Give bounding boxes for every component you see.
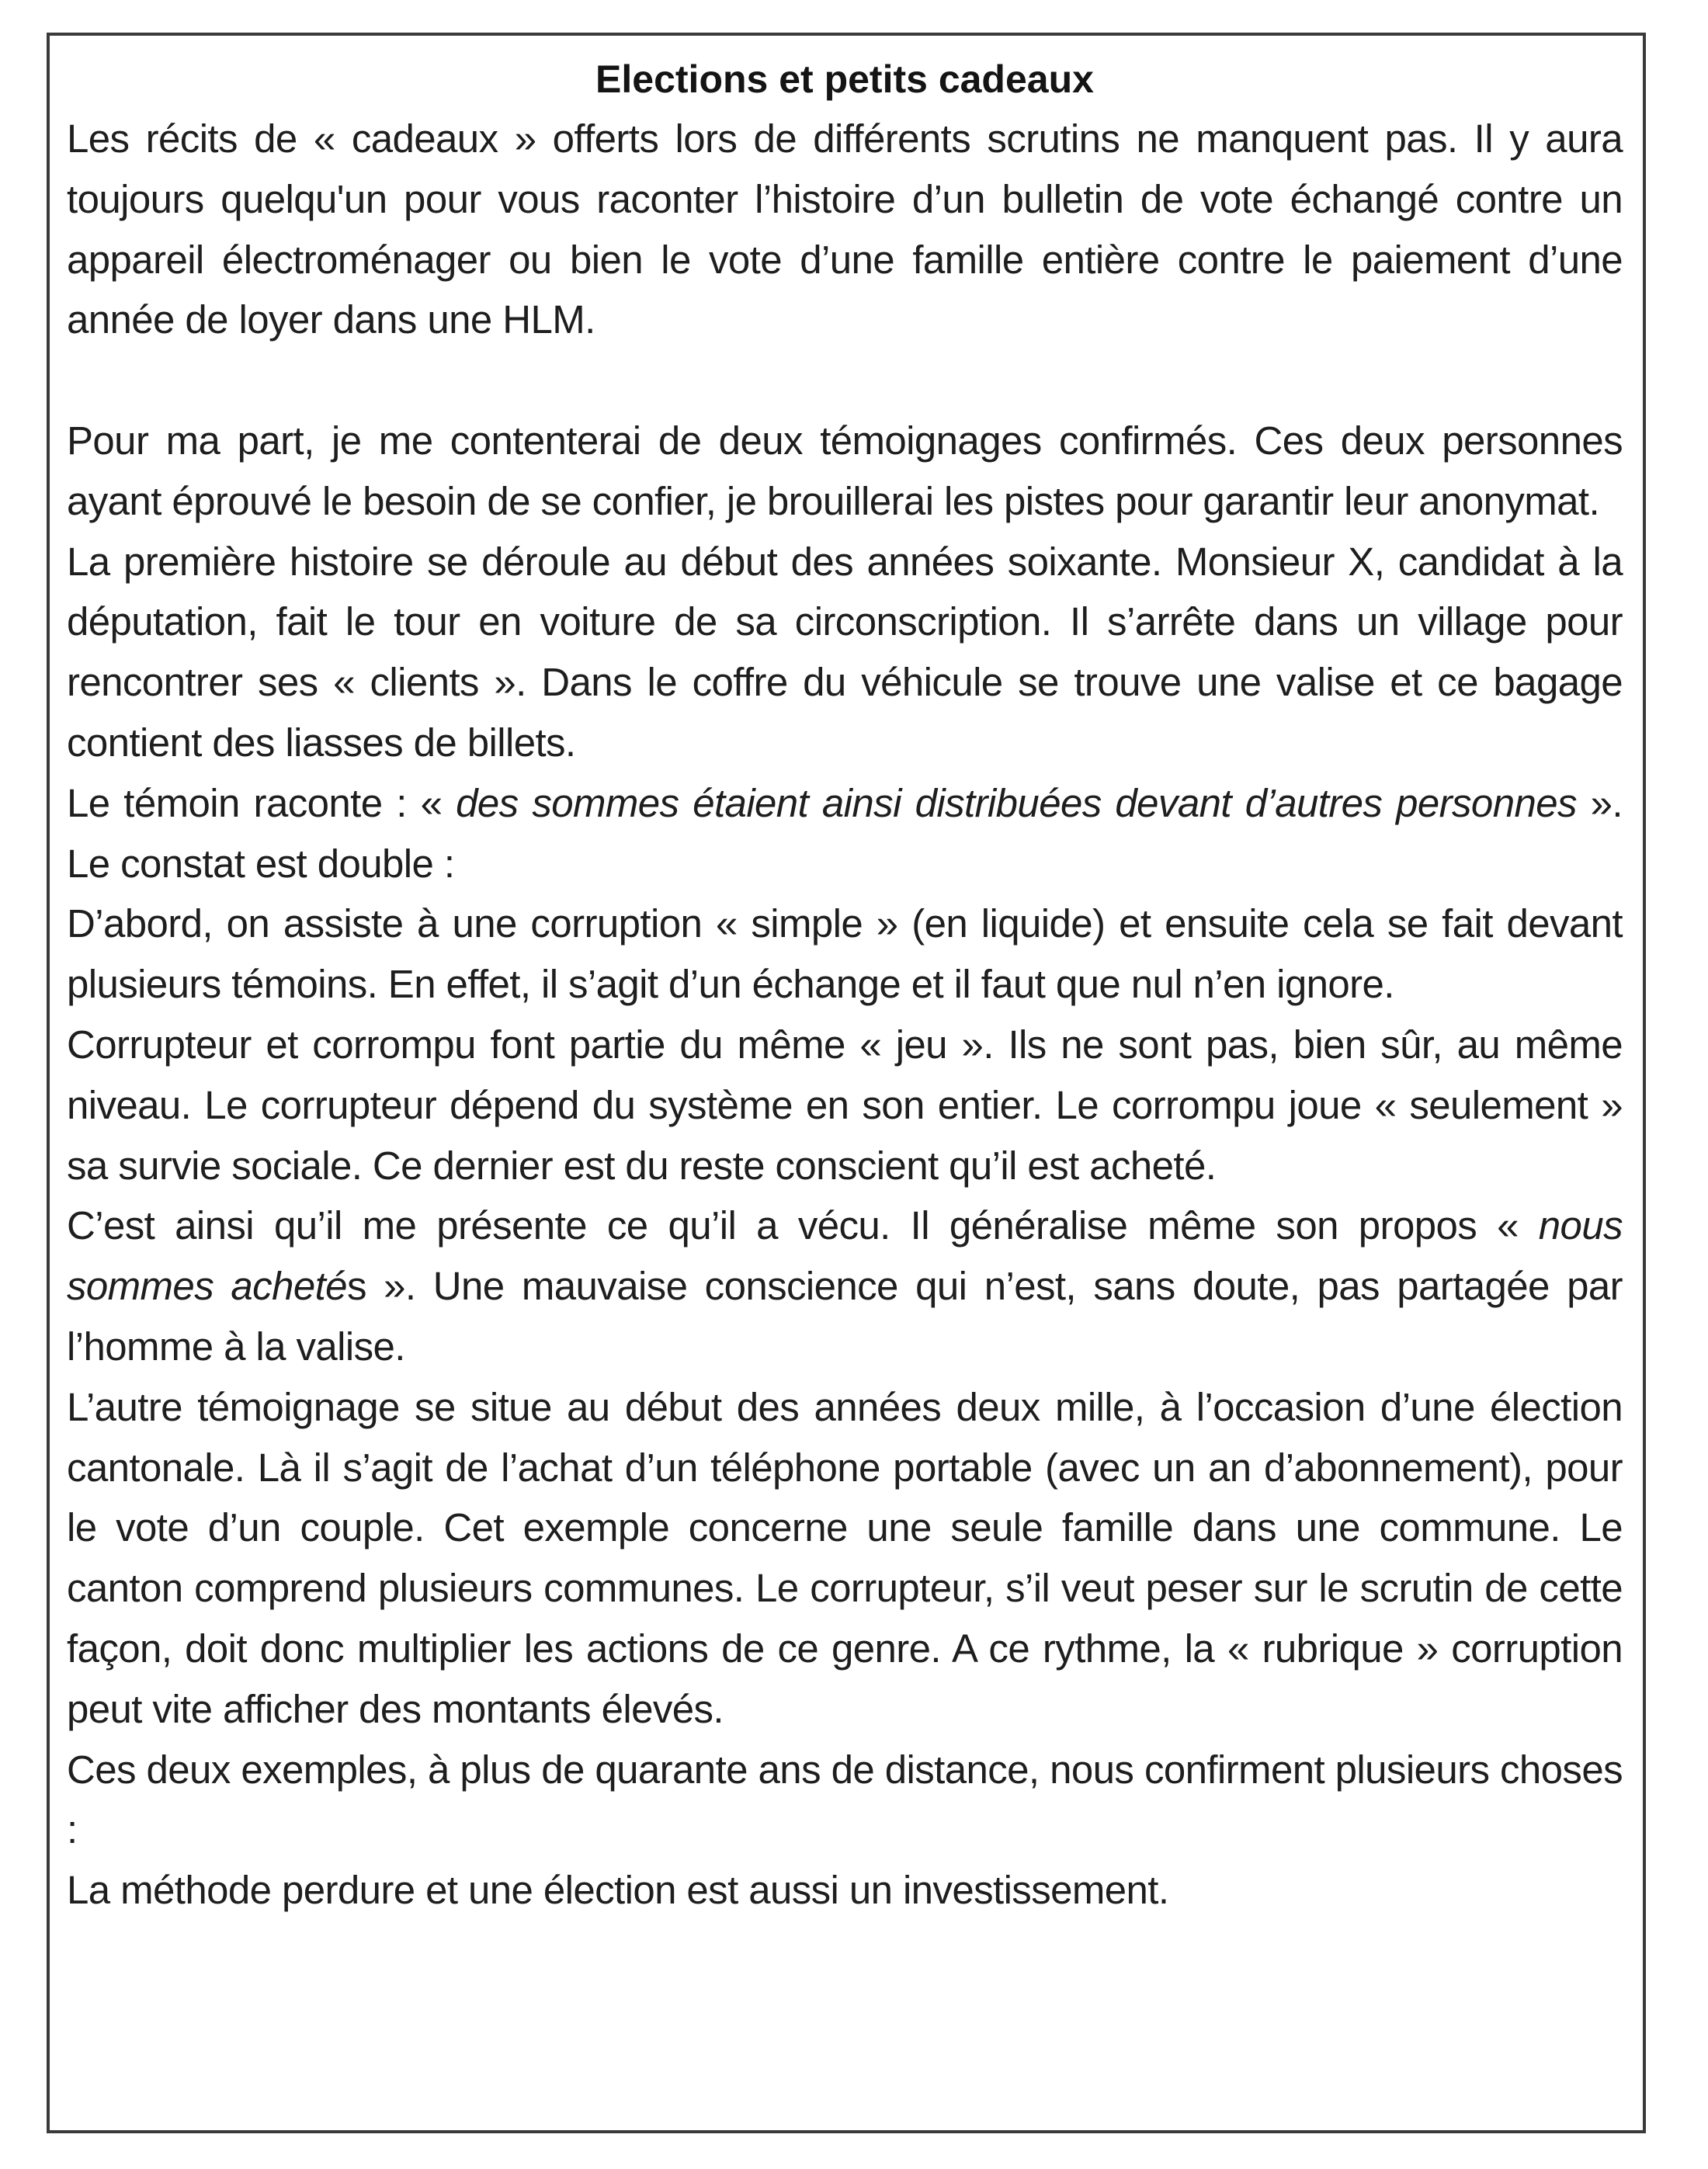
- witness-quote-lead: Le témoin raconte : «: [67, 780, 457, 825]
- text-box-frame: [47, 33, 1646, 2133]
- generalisation-tail: s ». Une mauvaise conscience qui n’est, sans doute, pas partagée par l’homme à la valise.: [67, 1264, 1623, 1369]
- generalisation-italic: nous sommes acheté: [67, 1203, 1623, 1309]
- document-body: [67, 109, 1623, 1921]
- paragraph-spacer: [67, 350, 1623, 411]
- paragraph-intro: Les récits de « cadeaux » offerts lors de différents scrutins ne manquent pas. Il y aura toujours quelqu'un pour vous raconter l’histoire d’un bulletin de vote échangé contre un appareil électroménager ou bien le vote d’une famille entière contre le paiement d’une année de loyer dans une HLM.: [67, 116, 1623, 342]
- paragraph-generalisation: [67, 1196, 1623, 1376]
- document-title: Elections et petits cadeaux: [595, 57, 1094, 101]
- paragraph-testimonies: Pour ma part, je me contenterai de deux témoignages confirmés. Ces deux personnes ayant éprouvé le besoin de se confier, je brouillerai les pistes pour garantir leur anonymat.: [67, 418, 1623, 523]
- paragraph-simple-corruption: D’abord, on assiste à une corruption « simple » (en liquide) et ensuite cela se fait devant plusieurs témoins. En effet, il s’agit d’un échange et il faut que nul n’en ignore.: [67, 901, 1623, 1007]
- paragraph-second-story: L’autre témoignage se situe au début des années deux mille, à l’occasion d’une élection cantonale. Là il s’agit de l’achat d’un téléphone portable (avec un an d’abonnement), pour le vote d’un couple. Cet exemple concerne une seule famille dans une commune. Le canton comprend plusieurs communes. Le corrupteur, s’il veut peser sur le scrutin de cette façon, doit donc multiplier les actions de ce genre. A ce rythme, la « rubrique » corruption peut vite afficher des montants élevés.: [67, 1384, 1623, 1731]
- paragraph-two-examples: Ces deux exemples, à plus de quarante ans de distance, nous confirment plusieurs choses :: [67, 1747, 1623, 1852]
- paragraph-witness-quote: [67, 773, 1623, 894]
- generalisation-lead: C’est ainsi qu’il me présente ce qu’il a vécu. Il généralise même son propos «: [67, 1203, 1539, 1248]
- paragraph-conclusion: La méthode perdure et une élection est aussi un investissement.: [67, 1868, 1169, 1913]
- witness-quote-italic: des sommes étaient ainsi distribuées devant d’autres personnes: [456, 780, 1577, 825]
- paragraph-first-story: La première histoire se déroule au début des années soixante. Monsieur X, candidat à la députation, fait le tour en voiture de sa circonscription. Il s’arrête dans un village pour rencontrer ses « clients ». Dans le coffre du véhicule se trouve une valise et ce bagage contient des liasses de billets.: [67, 539, 1623, 765]
- paragraph-corrupter-corrupted: Corrupteur et corrompu font partie du même « jeu ». Ils ne sont pas, bien sûr, au même niveau. Le corrupteur dépend du système en son entier. Le corrompu joue « seulement » sa survie sociale. Ce dernier est du reste conscient qu’il est acheté.: [67, 1022, 1623, 1188]
- witness-quote-tail: ». Le constat est double :: [67, 780, 1623, 886]
